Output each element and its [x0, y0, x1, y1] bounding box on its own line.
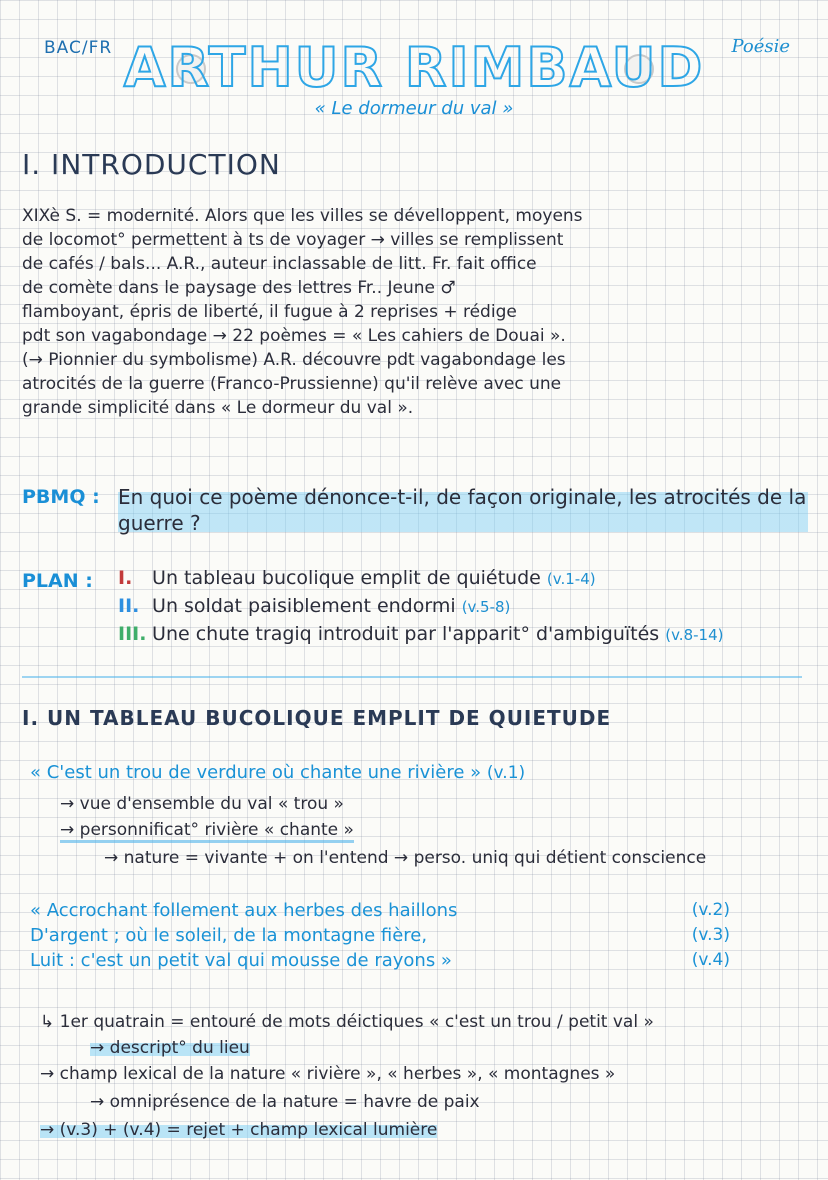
- note-text: → personnificat° rivière « chante »: [60, 820, 354, 843]
- plan-number: III.: [118, 623, 147, 645]
- plan-text: Un tableau bucolique emplit de quiétude: [152, 567, 541, 589]
- plan-ref: (v.8-14): [665, 626, 724, 644]
- note-line: → omniprésence de la nature = havre de paix: [90, 1092, 480, 1112]
- note-line: [40, 1118, 437, 1142]
- intro-line: de comète dans le paysage des lettres Fr.. Jeune ♂: [22, 278, 456, 298]
- note-line: [40, 1010, 820, 1034]
- intro-paragraph: [22, 204, 812, 420]
- quote-verse-1: [30, 760, 525, 786]
- plan-text: Une chute tragiq introduit par l'apparit° d'ambiguïtés: [152, 623, 660, 645]
- intro-line: de locomot° permettent à ts de voyager → villes se remplissent: [22, 230, 564, 250]
- quote-text: « Accrochant follement aux herbes des haillons: [30, 900, 458, 921]
- problematique-text: En quoi ce poème dénonce-t-il, de façon originale, les atrocités de la guerre ?: [118, 485, 807, 535]
- part1-heading: I. UN TABLEAU BUCOLIQUE EMPLIT DE QUIETUDE: [22, 706, 612, 730]
- intro-line: flamboyant, épris de liberté, il fugue à 2 reprises + rédige: [22, 302, 517, 322]
- note-line: → nature = vivante + on l'entend → perso. uniq qui détient conscience: [104, 848, 707, 868]
- verse-ref: (v.2): [691, 900, 730, 920]
- note-line: → champ lexical de la nature « rivière », « herbes », « montagnes »: [40, 1064, 616, 1084]
- intro-line: XIXè S. = modernité. Alors que les villes se dévelloppent, moyens: [22, 206, 583, 226]
- quote-text: Luit : c'est un petit val qui mousse de rayons »: [30, 950, 452, 971]
- note-line: → vue d'ensemble du val « trou »: [60, 794, 344, 814]
- intro-line: (→ Pionnier du symbolisme) A.R. découvre pdt vagabondage les: [22, 350, 566, 370]
- subject-tag: BAC/FR: [44, 38, 113, 58]
- quote-text: « C'est un trou de verdure où chante une rivière »: [30, 762, 482, 783]
- quote-line: [30, 898, 730, 923]
- plan-label: PLAN :: [22, 570, 93, 592]
- page-title: ARTHUR RIMBAUD: [123, 36, 705, 99]
- plan-ref: (v.5-8): [461, 598, 511, 616]
- plan-number: II.: [118, 595, 140, 617]
- intro-line: grande simplicité dans « Le dormeur du val ».: [22, 398, 414, 418]
- section-divider: [22, 676, 802, 678]
- note-line: [60, 818, 354, 842]
- note-text: ↳ 1er quatrain = entouré de mots déictiques « c'est un trou / petit val »: [40, 1012, 654, 1032]
- problematique-label: PBMQ :: [22, 486, 100, 508]
- intro-line: de cafés / bals... A.R., auteur inclassable de litt. Fr. fait office: [22, 254, 537, 274]
- plan-item-2: [118, 594, 510, 619]
- intro-line: atrocités de la guerre (Franco-Prussienne) qu'il relève avec une: [22, 374, 562, 394]
- genre-tag: Poésie: [731, 36, 790, 57]
- quote-line: [30, 923, 730, 948]
- verse-ref: (v.4): [691, 950, 730, 970]
- verse-ref: (v.1): [486, 763, 526, 783]
- plan-text: Un soldat paisiblement endormi: [152, 595, 456, 617]
- note-text: → (v.3) + (v.4) = rejet + champ lexical lumière: [40, 1120, 438, 1140]
- plan-ref: (v.1-4): [546, 570, 596, 588]
- verse-ref: (v.3): [691, 925, 730, 945]
- intro-heading: I. INTRODUCTION: [22, 148, 281, 181]
- poem-title: « Le dormeur du val »: [314, 98, 514, 119]
- plan-number: I.: [118, 567, 133, 589]
- quote-text: D'argent ; où le soleil, de la montagne fière,: [30, 925, 428, 946]
- note-text: → descript° du lieu: [90, 1038, 250, 1058]
- quote-verses-2-4: [30, 898, 730, 973]
- plan-item-1: [118, 566, 596, 591]
- intro-line: pdt son vagabondage → 22 poèmes = « Les cahiers de Douai ».: [22, 326, 566, 346]
- note-line: [90, 1036, 250, 1060]
- quote-line: [30, 948, 730, 973]
- plan-item-3: [118, 622, 818, 647]
